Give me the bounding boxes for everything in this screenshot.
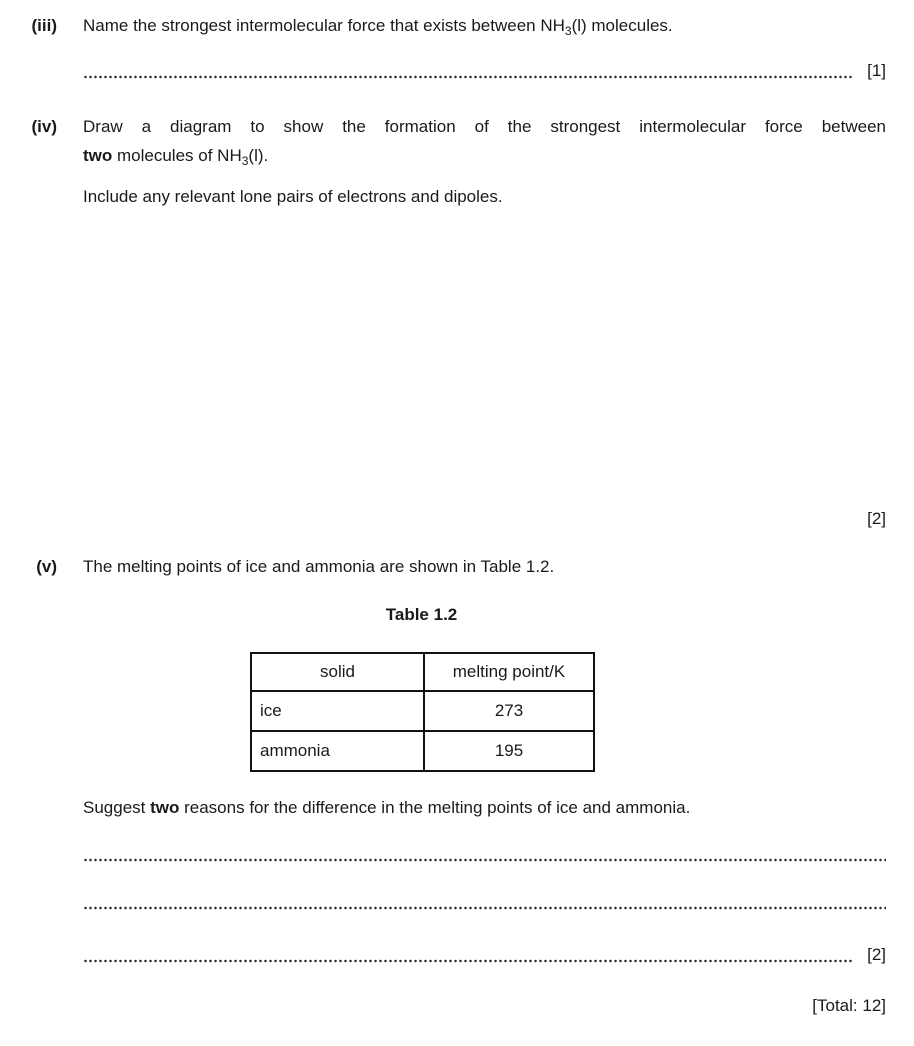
question-iv-line1: Draw a diagram to show the formation of the strongest intermolecular force between [83, 117, 886, 136]
formula-subscript: 3 [564, 24, 572, 38]
question-v-suggest [83, 797, 886, 819]
question-iv-line2-end: (l). [248, 146, 269, 165]
table-row [251, 731, 594, 771]
suggest-bold-two: two [150, 798, 180, 817]
table-cell-solid: ammonia [251, 731, 424, 771]
question-iv-instruction: Include any relevant lone pairs of electrons and dipoles. [83, 187, 503, 206]
question-iii-text-after: (l) molecules. [571, 16, 673, 35]
dotted-answer-leader [83, 74, 853, 79]
formula-subscript: 3 [241, 154, 249, 168]
table-header-row [251, 653, 594, 691]
table-cell-value: 273 [424, 691, 594, 731]
table-cell-solid: ice [251, 691, 424, 731]
table-cell-value: 195 [424, 731, 594, 771]
question-iii [0, 15, 886, 42]
answer-line-3-with-mark [83, 944, 886, 966]
mark-iv: [2] [867, 509, 886, 528]
suggest-text-before: Suggest [83, 798, 151, 817]
question-v-suggest-row [0, 797, 886, 819]
dotted-answer-line-1 [83, 848, 886, 862]
question-iv-line2-mid: molecules of NH [112, 146, 242, 165]
table-header-melting-point: melting point/K [424, 653, 594, 691]
suggest-text-after: reasons for the difference in the melting points of ice and ammonia. [179, 798, 691, 817]
dotted-answer-line-2 [83, 896, 886, 910]
answer-line-iii [83, 58, 886, 82]
table-header-solid: solid [251, 653, 424, 691]
question-iv [0, 112, 886, 176]
question-v-intro: The melting points of ice and ammonia are shown in Table 1.2. [83, 557, 555, 576]
question-iv-line2 [83, 141, 886, 176]
question-iii-text [83, 15, 886, 42]
table-title: Table 1.2 [385, 605, 458, 624]
table-row [251, 691, 594, 731]
question-v [0, 556, 886, 578]
question-iv-bold-two: two [83, 146, 113, 165]
question-iii-text-before: Name the strongest intermolecular force that exists between NH [83, 16, 565, 35]
mark-v: [2] [867, 945, 886, 964]
question-iv-text [83, 112, 886, 176]
mark-iii: [1] [867, 61, 886, 80]
question-iii-label: (iii) [31, 16, 57, 35]
question-iv-label: (iv) [31, 117, 57, 136]
question-v-label: (v) [36, 557, 57, 576]
dotted-answer-leader [83, 958, 853, 963]
question-iv-instruction-row [0, 186, 886, 208]
total-marks: [Total: 12] [812, 996, 886, 1015]
melting-point-table [250, 652, 595, 772]
